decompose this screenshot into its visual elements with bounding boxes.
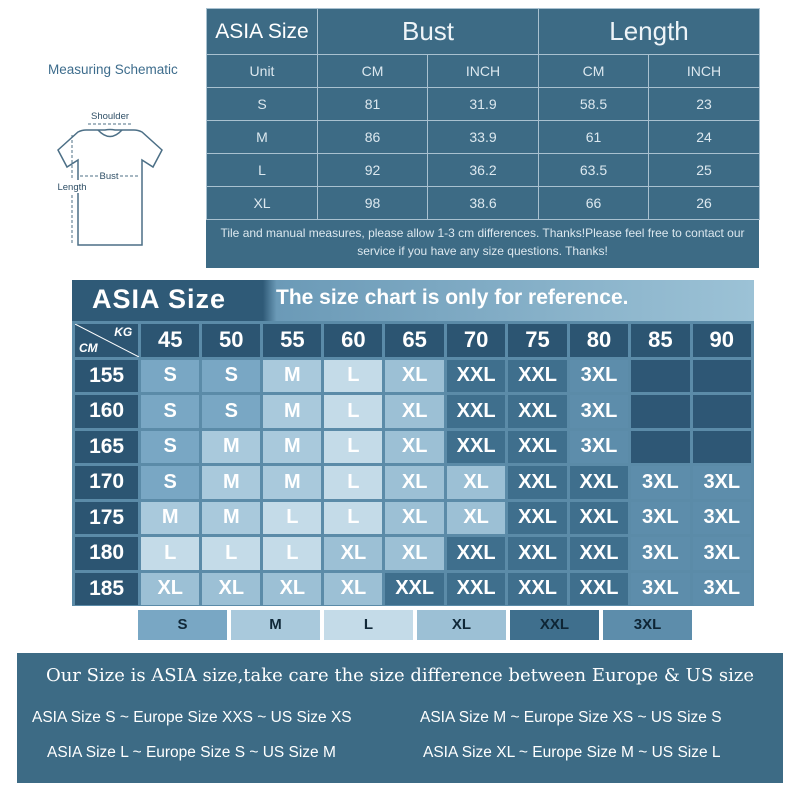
size-grid-cell: 3XL bbox=[631, 502, 689, 535]
legend-swatch: XXL bbox=[510, 610, 599, 640]
size-grid-cell: XXL bbox=[570, 573, 628, 606]
size-grid-cell: XXL bbox=[570, 502, 628, 535]
size-grid-cell: XXL bbox=[447, 573, 505, 606]
size-grid-cell: L bbox=[202, 537, 260, 570]
cm-header-cell: 175 bbox=[75, 502, 138, 535]
size-grid-cell: XXL bbox=[508, 573, 566, 606]
size-grid-cell: L bbox=[141, 537, 199, 570]
size-grid-cell: 3XL bbox=[693, 502, 751, 535]
size-grid-cell: XXL bbox=[508, 502, 566, 535]
size-grid-cell: S bbox=[141, 466, 199, 499]
size-grid-cell: XXL bbox=[508, 360, 566, 393]
kg-axis-label: KG bbox=[114, 325, 133, 339]
schematic-shoulder-text: Shoulder bbox=[90, 111, 130, 122]
measure-row-l bbox=[207, 154, 760, 187]
size-grid-cell: XXL bbox=[508, 395, 566, 428]
kg-header-cell: 65 bbox=[385, 324, 443, 357]
tshirt-schematic-icon bbox=[50, 105, 170, 250]
legend-swatch: M bbox=[231, 610, 320, 640]
size-grid-cell: XL bbox=[385, 466, 443, 499]
size-conversion-panel bbox=[17, 653, 783, 783]
size-grid-cell: M bbox=[202, 431, 260, 464]
measure-row-s bbox=[207, 88, 760, 121]
size-grid-cell: XL bbox=[263, 573, 321, 606]
size-grid-cell: M bbox=[202, 466, 260, 499]
size-grid-cell: XL bbox=[385, 537, 443, 570]
size-grid-cell: XXL bbox=[508, 431, 566, 464]
conversion-item-s: ASIA Size S ~ Europe Size XXS ~ US Size XS bbox=[32, 709, 352, 726]
conversion-item-m: ASIA Size M ~ Europe Size XS ~ US Size S bbox=[420, 709, 722, 726]
kg-header-cell: 60 bbox=[324, 324, 382, 357]
kg-header-cell: 70 bbox=[447, 324, 505, 357]
kg-header-cell: 50 bbox=[202, 324, 260, 357]
size-grid-cell: S bbox=[141, 431, 199, 464]
cm-header-cell: 155 bbox=[75, 360, 138, 393]
unit-cell: CM bbox=[539, 55, 649, 88]
length-inch-cell: 24 bbox=[649, 121, 760, 154]
size-grid-cell: M bbox=[263, 360, 321, 393]
size-grid-row bbox=[75, 431, 751, 464]
size-grid-cell: XL bbox=[202, 573, 260, 606]
size-grid-cell bbox=[631, 395, 689, 428]
size-grid-cell: XXL bbox=[385, 573, 443, 606]
conversion-title: Our Size is ASIA size,take care the size difference between Europe & US size bbox=[45, 665, 755, 686]
size-grid-cell: XXL bbox=[447, 537, 505, 570]
size-grid-cell: XL bbox=[324, 573, 382, 606]
size-grid-cell: XL bbox=[324, 537, 382, 570]
size-cell: L bbox=[207, 154, 318, 187]
bust-cm-cell: 81 bbox=[318, 88, 428, 121]
cm-header-cell: 185 bbox=[75, 573, 138, 606]
bust-cm-cell: 86 bbox=[318, 121, 428, 154]
bust-cm-cell: 92 bbox=[318, 154, 428, 187]
length-cm-cell: 61 bbox=[539, 121, 649, 154]
kg-header-cell: 45 bbox=[141, 324, 199, 357]
length-inch-cell: 26 bbox=[649, 187, 760, 220]
size-grid-cell: 3XL bbox=[693, 573, 751, 606]
size-cell: M bbox=[207, 121, 318, 154]
size-grid-cell: XL bbox=[385, 395, 443, 428]
bust-cm-cell: 98 bbox=[318, 187, 428, 220]
measurement-table-panel bbox=[206, 8, 759, 268]
size-grid-cell: 3XL bbox=[631, 537, 689, 570]
legend-swatch: XL bbox=[417, 610, 506, 640]
size-grid-cell: M bbox=[263, 466, 321, 499]
size-grid-cell: S bbox=[202, 395, 260, 428]
size-legend bbox=[138, 610, 692, 640]
cm-axis-label: CM bbox=[79, 340, 98, 355]
size-grid-row bbox=[75, 537, 751, 570]
kg-header-cell: 55 bbox=[263, 324, 321, 357]
size-grid-cell: L bbox=[324, 431, 382, 464]
size-grid-cell: 3XL bbox=[693, 537, 751, 570]
measurement-table bbox=[206, 8, 760, 220]
unit-label: Unit bbox=[207, 55, 318, 88]
size-grid-cell: XXL bbox=[447, 395, 505, 428]
kg-header-cell: 85 bbox=[631, 324, 689, 357]
size-grid-cell: XL bbox=[385, 502, 443, 535]
size-grid-cell: M bbox=[263, 431, 321, 464]
size-grid-cell bbox=[631, 360, 689, 393]
unit-cell: INCH bbox=[428, 55, 539, 88]
measure-row-xl bbox=[207, 187, 760, 220]
size-grid-cell: S bbox=[202, 360, 260, 393]
legend-swatch: S bbox=[138, 610, 227, 640]
length-cm-cell: 66 bbox=[539, 187, 649, 220]
bust-header: Bust bbox=[318, 9, 539, 55]
size-grid-cell: XXL bbox=[447, 431, 505, 464]
cm-header-cell: 160 bbox=[75, 395, 138, 428]
size-grid-cell bbox=[693, 360, 751, 393]
size-grid-cell: 3XL bbox=[693, 466, 751, 499]
size-grid-cell: M bbox=[202, 502, 260, 535]
size-chart-subtitle: The size chart is only for reference. bbox=[276, 286, 629, 309]
size-chart-panel bbox=[72, 280, 754, 606]
size-grid-cell: L bbox=[324, 395, 382, 428]
size-grid-cell: L bbox=[263, 537, 321, 570]
size-grid-cell: L bbox=[324, 466, 382, 499]
size-grid-row bbox=[75, 502, 751, 535]
length-header: Length bbox=[539, 9, 760, 55]
size-grid-row bbox=[75, 466, 751, 499]
conversion-item-xl: ASIA Size XL ~ Europe Size M ~ US Size L bbox=[423, 744, 721, 761]
cm-header-cell: 180 bbox=[75, 537, 138, 570]
size-grid-cell: XL bbox=[447, 502, 505, 535]
size-grid-cell bbox=[693, 431, 751, 464]
measurement-note: Tile and manual measures, please allow 1-3 cm differences. Thanks!Please feel free to contact our service if you have any size questions. Thanks! bbox=[220, 226, 745, 258]
asia-size-header: ASIA Size bbox=[207, 9, 318, 55]
size-grid-cell: M bbox=[263, 395, 321, 428]
kg-header-cell: 75 bbox=[508, 324, 566, 357]
legend-swatch: L bbox=[324, 610, 413, 640]
size-chart-title-bar bbox=[72, 280, 754, 321]
measuring-schematic-label: Measuring Schematic bbox=[48, 62, 178, 77]
size-grid-cell: XXL bbox=[508, 537, 566, 570]
length-inch-cell: 23 bbox=[649, 88, 760, 121]
bust-inch-cell: 33.9 bbox=[428, 121, 539, 154]
length-inch-cell: 25 bbox=[649, 154, 760, 187]
size-grid-cell: 3XL bbox=[631, 573, 689, 606]
size-grid-cell: 3XL bbox=[631, 466, 689, 499]
size-grid-cell: L bbox=[263, 502, 321, 535]
size-grid-cell: 3XL bbox=[570, 431, 628, 464]
kg-header-cell: 80 bbox=[570, 324, 628, 357]
size-grid-cell: L bbox=[324, 360, 382, 393]
size-grid-cell: 3XL bbox=[570, 395, 628, 428]
length-cm-cell: 63.5 bbox=[539, 154, 649, 187]
schematic-length-text: Length bbox=[57, 182, 87, 193]
size-grid-cell: XL bbox=[385, 360, 443, 393]
cm-kg-corner bbox=[75, 324, 138, 357]
size-grid-cell: XXL bbox=[570, 537, 628, 570]
size-cell: XL bbox=[207, 187, 318, 220]
size-grid-cell: XL bbox=[385, 431, 443, 464]
size-grid-cell: XL bbox=[447, 466, 505, 499]
size-grid-cell: 3XL bbox=[570, 360, 628, 393]
size-grid-cell: XXL bbox=[508, 466, 566, 499]
legend-swatch: 3XL bbox=[603, 610, 692, 640]
cm-header-cell: 170 bbox=[75, 466, 138, 499]
size-grid-row bbox=[75, 395, 751, 428]
kg-header-row bbox=[75, 324, 751, 357]
size-chart-title: ASIA Size bbox=[92, 284, 227, 314]
size-grid-cell: S bbox=[141, 360, 199, 393]
size-grid-cell bbox=[693, 395, 751, 428]
size-grid-row bbox=[75, 360, 751, 393]
bust-inch-cell: 36.2 bbox=[428, 154, 539, 187]
schematic-bust-text: Bust bbox=[99, 171, 119, 182]
unit-cell: INCH bbox=[649, 55, 760, 88]
size-grid-cell: S bbox=[141, 395, 199, 428]
bust-inch-cell: 38.6 bbox=[428, 187, 539, 220]
size-grid-cell: M bbox=[141, 502, 199, 535]
size-grid-cell bbox=[631, 431, 689, 464]
size-grid-cell: XXL bbox=[447, 360, 505, 393]
measure-row-m bbox=[207, 121, 760, 154]
cm-header-cell: 165 bbox=[75, 431, 138, 464]
unit-cell: CM bbox=[318, 55, 428, 88]
length-cm-cell: 58.5 bbox=[539, 88, 649, 121]
size-grid-cell: XL bbox=[141, 573, 199, 606]
bust-inch-cell: 31.9 bbox=[428, 88, 539, 121]
size-grid bbox=[72, 321, 754, 608]
conversion-item-l: ASIA Size L ~ Europe Size S ~ US Size M bbox=[47, 744, 336, 761]
size-cell: S bbox=[207, 88, 318, 121]
kg-header-cell: 90 bbox=[693, 324, 751, 357]
size-grid-cell: L bbox=[324, 502, 382, 535]
size-grid-row bbox=[75, 573, 751, 606]
size-grid-cell: XXL bbox=[570, 466, 628, 499]
